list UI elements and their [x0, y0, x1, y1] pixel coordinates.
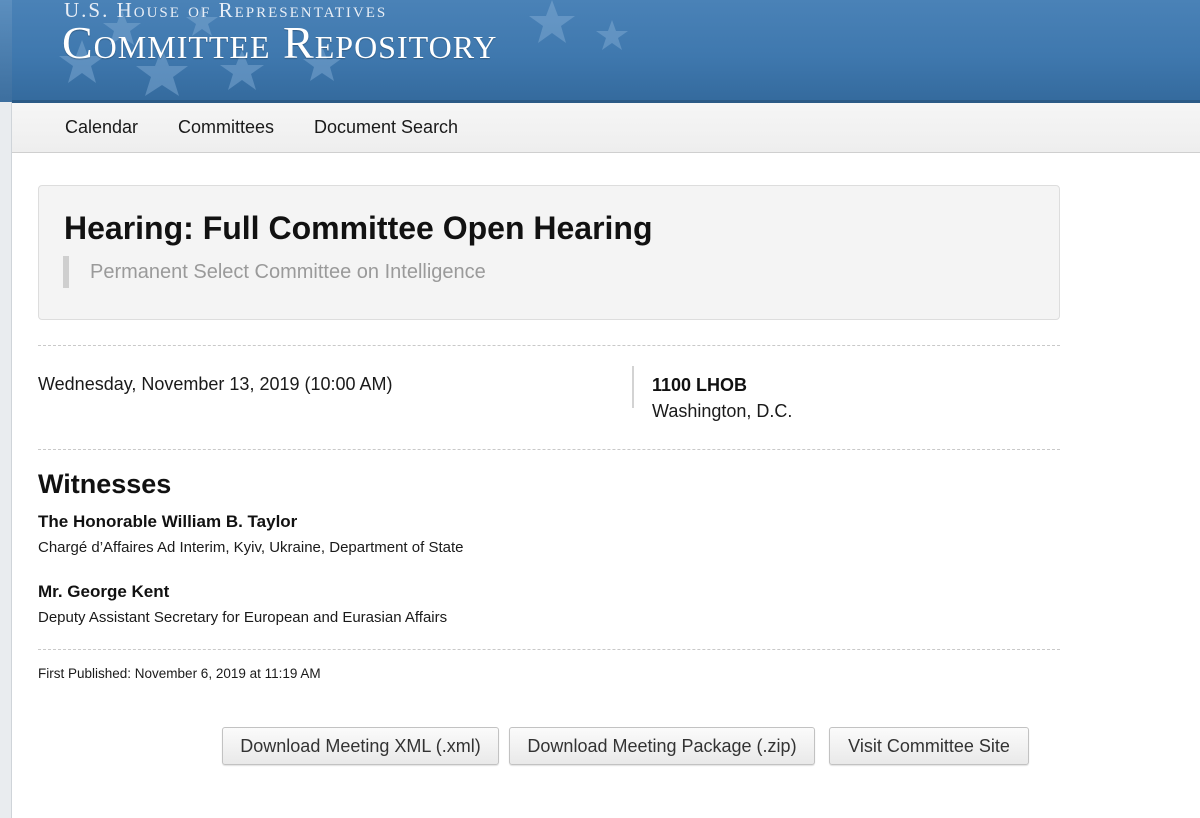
page-left-edge: [0, 0, 12, 818]
hearing-title-panel: [38, 185, 1060, 320]
nav-item-calendar[interactable]: Calendar: [65, 117, 139, 137]
nav-item-document-search[interactable]: Document Search: [314, 117, 459, 137]
visit-committee-site-button[interactable]: Visit Committee Site: [829, 727, 1029, 765]
header-line-repository: Committee Repository: [62, 17, 498, 68]
main-nav: [12, 103, 1200, 153]
nav-item-committees[interactable]: Committees: [178, 117, 275, 137]
witnesses-heading: Witnesses: [38, 469, 172, 499]
divider: [38, 345, 1060, 346]
witness-name: The Honorable William B. Taylor: [38, 512, 298, 531]
witness-name: Mr. George Kent: [38, 582, 170, 601]
hearing-city: Washington, D.C.: [652, 401, 793, 421]
committee-blockquote: [63, 256, 486, 288]
download-xml-button[interactable]: Download Meeting XML (.xml): [222, 727, 499, 765]
page-left-edge-banner: [0, 0, 12, 102]
page-title: Hearing: Full Committee Open Hearing: [64, 210, 653, 246]
divider: [38, 449, 1060, 450]
header-line-house: U.S. House of Representatives: [64, 0, 388, 22]
witness-role: Deputy Assistant Secretary for European and Eurasian Affairs: [38, 609, 448, 626]
committee-name: Permanent Select Committee on Intelligence: [90, 261, 486, 283]
download-package-button[interactable]: Download Meeting Package (.zip): [509, 727, 815, 765]
hearing-datetime: Wednesday, November 13, 2019 (10:00 AM): [38, 374, 393, 394]
hearing-room: 1100 LHOB: [652, 375, 748, 395]
location-separator: [632, 366, 634, 408]
divider: [38, 649, 1060, 650]
site-header-banner[interactable]: [12, 0, 1200, 102]
witness-role: Chargé d’Affaires Ad Interim, Kyiv, Ukraine, Department of State: [38, 539, 464, 556]
first-published-text: First Published: November 6, 2019 at 11:19 AM: [38, 666, 321, 681]
